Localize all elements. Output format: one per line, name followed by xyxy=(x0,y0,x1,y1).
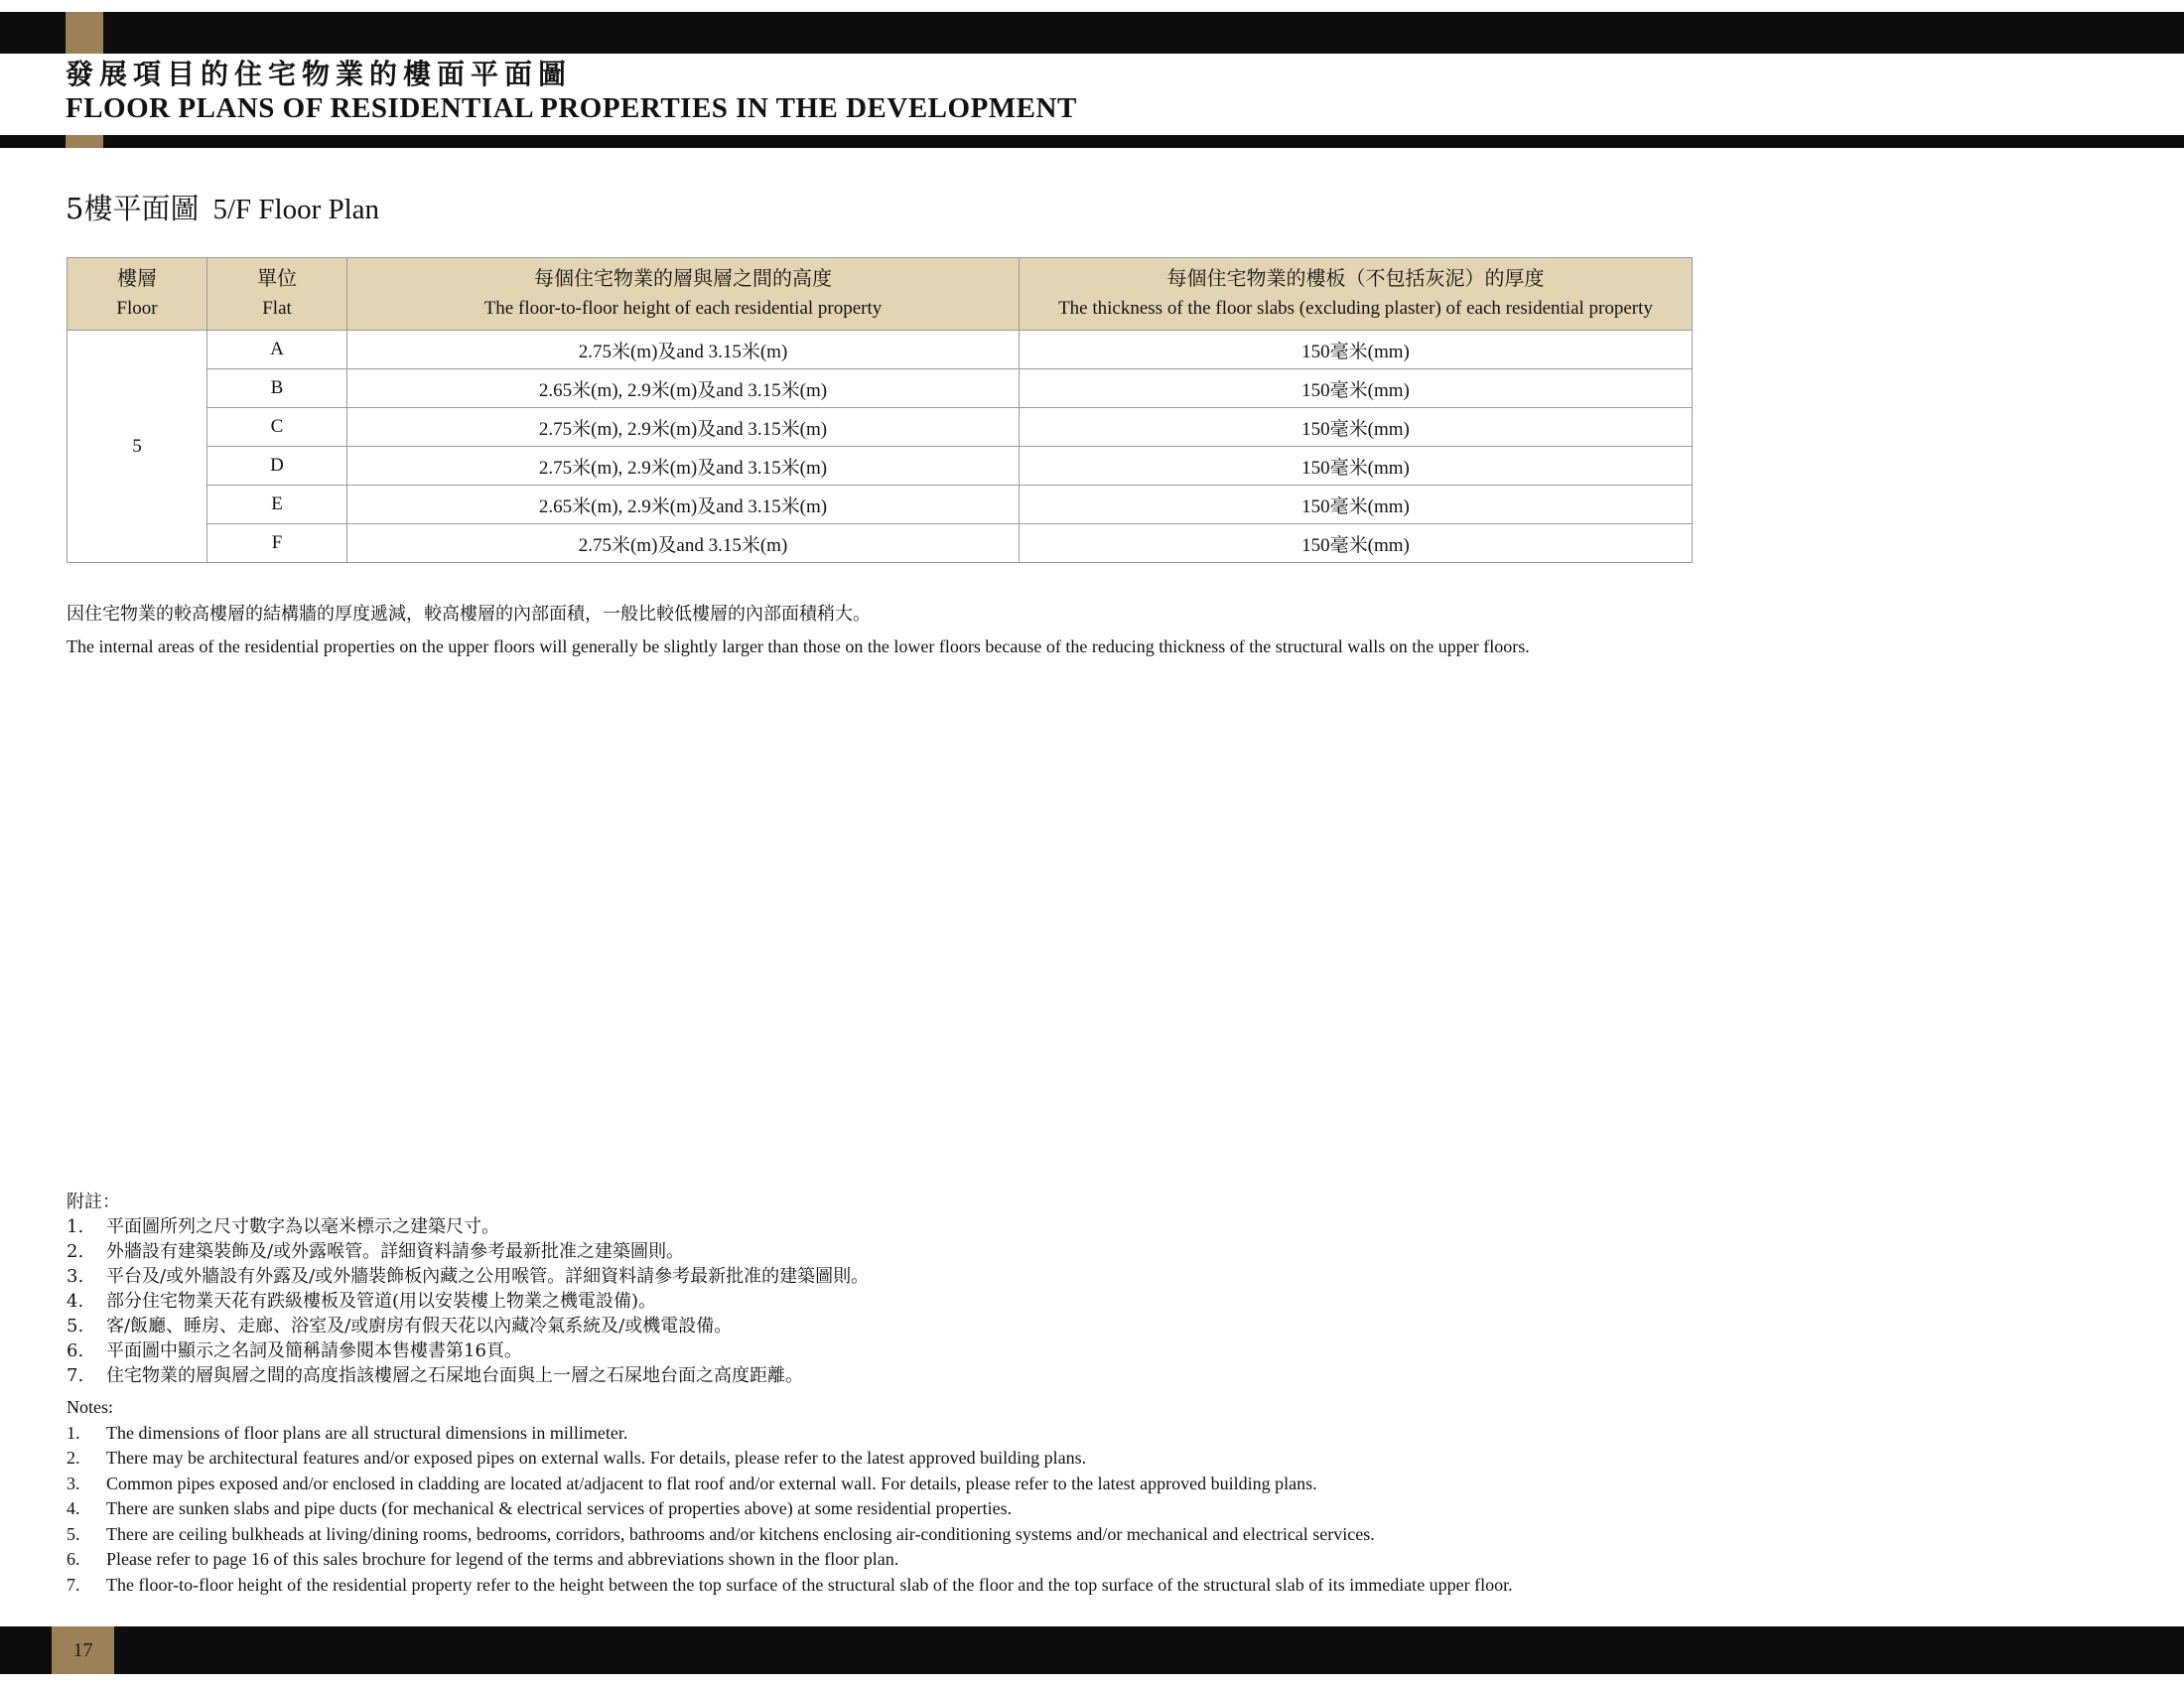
table-row xyxy=(68,331,1693,369)
note-number: 3. xyxy=(67,1266,84,1287)
note-text: 平台及/或外牆設有外露及/或外牆裝飾板內藏之公用喉管。詳細資料請參考最新批准的建築圖則。 xyxy=(106,1266,870,1287)
note-number: 5. xyxy=(67,1523,80,1544)
note-text: 住宅物業的層與層之間的高度指該樓層之石屎地台面與上一層之石屎地台面之高度距離。 xyxy=(106,1365,803,1386)
note-number: 3. xyxy=(67,1473,80,1493)
header-height-en: The floor-to-floor height of each residential property xyxy=(483,298,883,319)
note-text: 外牆設有建築裝飾及/或外露喉管。詳細資料請參考最新批准之建築圖則。 xyxy=(106,1241,685,1262)
note-text: There are ceiling bulkheads at living/dining rooms, bedrooms, corridors, bathrooms and/or kitchens enclosing air-conditioning systems and/or mechanical and electrical services. xyxy=(106,1523,1375,1544)
height-cell: 2.75米(m)及and 3.15米(m) xyxy=(347,331,1020,369)
note-number: 1. xyxy=(67,1422,80,1443)
statement-zh: 因住宅物業的較高樓層的結構牆的厚度遞減，較高樓層的內部面積，一般比較低樓層的內部面積稍大。 xyxy=(67,604,871,625)
thickness-cell: 150毫米(mm) xyxy=(1020,524,1693,563)
note-number: 2. xyxy=(67,1241,84,1262)
list-item xyxy=(67,1314,869,1338)
height-cell: 2.75米(m)及and 3.15米(m) xyxy=(347,524,1020,563)
list-item xyxy=(67,1363,869,1388)
note-number: 1. xyxy=(67,1216,84,1237)
header-top-accent xyxy=(66,12,103,54)
note-number: 6. xyxy=(67,1340,84,1361)
table-row xyxy=(68,524,1693,563)
list-item xyxy=(67,1421,1513,1447)
flat-cell: B xyxy=(207,369,347,408)
header-flat-en: Flat xyxy=(262,298,292,319)
list-item xyxy=(67,1446,1513,1472)
header-floor-zh: 樓層 xyxy=(117,268,157,290)
note-text: 平面圖所列之尺寸數字為以毫米標示之建築尺寸。 xyxy=(106,1216,499,1237)
header-thickness-zh: 每個住宅物業的樓板（不包括灰泥）的厚度 xyxy=(1166,268,1545,290)
floor-height-table xyxy=(67,257,1693,563)
notes-en-heading: Notes: xyxy=(67,1397,113,1417)
section-title-zh: 5樓平面圖 xyxy=(66,192,200,225)
flat-cell: C xyxy=(207,408,347,447)
note-number: 4. xyxy=(67,1498,80,1518)
note-text: The dimensions of floor plans are all structural dimensions in millimeter. xyxy=(106,1422,628,1443)
list-item xyxy=(67,1573,1513,1599)
note-number: 7. xyxy=(67,1574,80,1595)
page-header xyxy=(66,58,1952,125)
height-cell: 2.75米(m), 2.9米(m)及and 3.15米(m) xyxy=(347,447,1020,486)
flat-cell: E xyxy=(207,486,347,524)
table-row xyxy=(68,408,1693,447)
header-floor xyxy=(68,258,207,331)
header-floor-en: Floor xyxy=(116,298,158,319)
flat-cell: A xyxy=(207,331,347,369)
note-text: 部分住宅物業天花有跌級樓板及管道(用以安裝樓上物業之機電設備)。 xyxy=(106,1291,657,1312)
list-item xyxy=(67,1338,869,1363)
height-cell: 2.65米(m), 2.9米(m)及and 3.15米(m) xyxy=(347,486,1020,524)
note-text: There are sunken slabs and pipe ducts (for mechanical & electrical services of properties above) at some residential properties. xyxy=(106,1498,1013,1518)
table-row xyxy=(68,447,1693,486)
list-item xyxy=(67,1547,1513,1573)
header-height xyxy=(347,258,1020,331)
header-top-bar xyxy=(0,12,2184,54)
footer-bar xyxy=(0,1626,2184,1674)
thickness-cell: 150毫米(mm) xyxy=(1020,447,1693,486)
list-item xyxy=(67,1239,869,1264)
note-text: There may be architectural features and/or exposed pipes on external walls. For details, please refer to the latest approved building plans. xyxy=(106,1448,1087,1468)
section-title xyxy=(66,189,379,229)
note-number: 5. xyxy=(67,1316,84,1336)
page-title-zh: 發展項目的住宅物業的樓面平面圖 xyxy=(66,58,573,90)
page-title-en: FLOOR PLANS OF RESIDENTIAL PROPERTIES IN THE DEVELOPMENT xyxy=(66,92,1077,124)
list-item xyxy=(67,1522,1513,1548)
note-text: The floor-to-floor height of the residential property refer to the height between the top surface of the structural slab of the floor and the top surface of the structural slab of its immediate upper floor. xyxy=(106,1574,1513,1595)
note-number: 2. xyxy=(67,1448,80,1468)
header-flat-zh: 單位 xyxy=(257,268,297,290)
notes-en xyxy=(67,1395,1513,1598)
note-text: Please refer to page 16 of this sales brochure for legend of the terms and abbreviations shown in the floor plan. xyxy=(106,1549,899,1569)
note-text: Common pipes exposed and/or enclosed in cladding are located at/adjacent to flat roof and/or external wall. For details, please refer to the latest approved building plans. xyxy=(106,1473,1317,1493)
height-cell: 2.75米(m), 2.9米(m)及and 3.15米(m) xyxy=(347,408,1020,447)
list-item xyxy=(67,1264,869,1289)
thickness-cell: 150毫米(mm) xyxy=(1020,369,1693,408)
list-item xyxy=(67,1496,1513,1522)
header-height-zh: 每個住宅物業的層與層之間的高度 xyxy=(534,268,832,290)
notes-zh xyxy=(67,1190,869,1388)
table-row xyxy=(68,486,1693,524)
list-item xyxy=(67,1472,1513,1497)
header-flat xyxy=(207,258,347,331)
page-number: 17 xyxy=(72,1639,93,1661)
note-number: 6. xyxy=(67,1549,80,1569)
list-item xyxy=(67,1289,869,1314)
note-number: 7. xyxy=(67,1365,84,1386)
header-thickness-en: The thickness of the floor slabs (excluding plaster) of each residential property xyxy=(1058,298,1653,319)
thickness-cell: 150毫米(mm) xyxy=(1020,408,1693,447)
header-thickness xyxy=(1020,258,1693,331)
floor-cell: 5 xyxy=(68,331,207,563)
list-item xyxy=(67,1214,869,1239)
section-title-en: 5/F Floor Plan xyxy=(212,194,380,225)
header-bottom-accent xyxy=(66,135,103,148)
table-row xyxy=(68,369,1693,408)
statement-en: The internal areas of the residential properties on the upper floors will generally be slightly larger than those on the lower floors because of the reducing thickness of the structural walls on the upper floors. xyxy=(67,636,1530,656)
header-bottom-bar xyxy=(0,135,2184,148)
note-number: 4. xyxy=(67,1291,84,1312)
table-header-row xyxy=(68,258,1693,331)
notes-zh-heading: 附註： xyxy=(67,1192,120,1212)
note-text: 平面圖中顯示之名詞及簡稱請參閱本售樓書第16頁。 xyxy=(106,1340,522,1361)
flat-cell: F xyxy=(207,524,347,563)
flat-cell: D xyxy=(207,447,347,486)
thickness-cell: 150毫米(mm) xyxy=(1020,486,1693,524)
height-cell: 2.65米(m), 2.9米(m)及and 3.15米(m) xyxy=(347,369,1020,408)
note-text: 客/飯廳、睡房、走廊、浴室及/或廚房有假天花以內藏冷氣系統及/或機電設備。 xyxy=(106,1316,733,1336)
thickness-cell: 150毫米(mm) xyxy=(1020,331,1693,369)
